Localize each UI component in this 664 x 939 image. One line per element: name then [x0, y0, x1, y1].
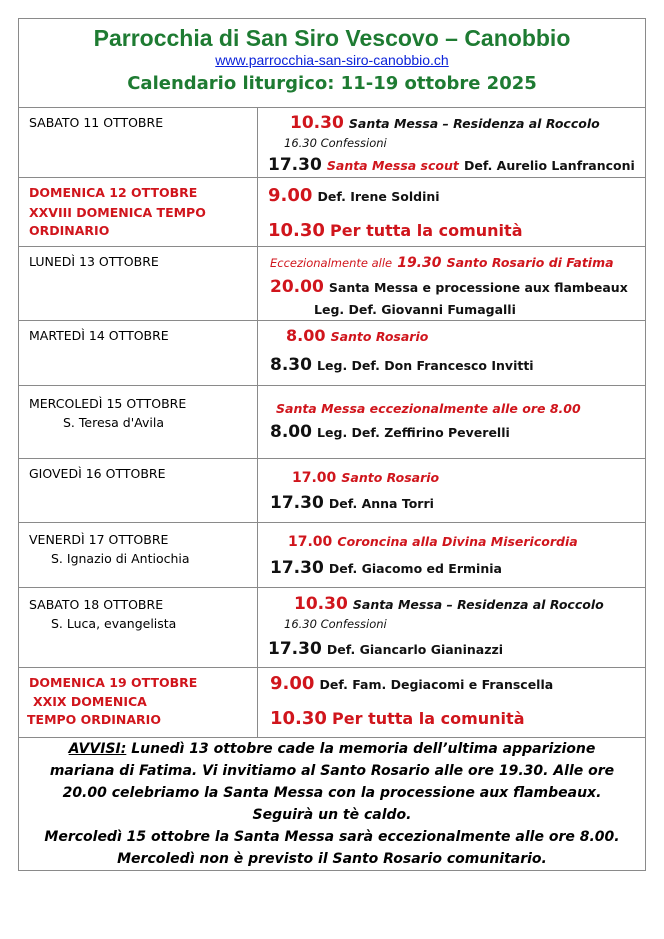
event-time: 10.30 — [270, 708, 327, 729]
events-cell — [258, 386, 646, 459]
day-row — [19, 247, 646, 321]
event-text: Eccezionalmente alle — [270, 256, 393, 270]
event-text: Santo Rosario di Fatima — [446, 255, 614, 270]
event-text: Def. Giacomo ed Erminia — [328, 561, 502, 576]
event-text: Santa Messa eccezionalmente alle ore 8.00 — [276, 401, 581, 416]
event-time: 8.00 — [286, 326, 326, 345]
notice-label: AVVISI: — [68, 741, 127, 757]
event-text: Per tutta la comunità — [330, 221, 523, 240]
event-time: 17.30 — [268, 155, 322, 175]
saint-of-day: S. Ignazio di Antiochia — [51, 551, 190, 566]
day-row — [19, 108, 646, 178]
day-row — [19, 459, 646, 523]
day-date: MERCOLEDÌ 15 OTTOBRE — [29, 396, 187, 411]
day-date: MARTEDÌ 14 OTTOBRE — [29, 328, 169, 343]
day-date: SABATO 11 OTTOBRE — [29, 115, 164, 130]
event-time: 8.30 — [270, 355, 312, 375]
event-text: Def. Fam. Degiacomi e Franscella — [319, 677, 554, 692]
event-text: Leg. Def. Don Francesco Invitti — [317, 358, 534, 373]
day-cell — [19, 247, 258, 321]
event-time: 17.30 — [270, 558, 324, 578]
event-text: Santa Messa – Residenza al Roccolo — [352, 597, 604, 612]
event-text: 16.30 Confessioni — [284, 136, 387, 150]
liturgical-day: ORDINARIO — [29, 223, 110, 238]
liturgical-day: XXIX DOMENICA — [33, 694, 147, 709]
event-text: Def. Irene Soldini — [317, 189, 440, 204]
day-date: GIOVEDÌ 16 OTTOBRE — [29, 466, 166, 481]
event-text: Santo Rosario — [330, 329, 429, 344]
event-time: 10.30 — [290, 113, 344, 133]
saint-of-day: S. Luca, evangelista — [51, 616, 177, 631]
day-row — [19, 178, 646, 247]
event-time: 17.00 — [292, 470, 337, 486]
event-time: 9.00 — [270, 673, 315, 694]
notice-line — [19, 738, 645, 760]
events-cell — [258, 108, 646, 178]
day-cell — [19, 386, 258, 459]
events-cell — [258, 247, 646, 321]
day-row — [19, 588, 646, 668]
day-row — [19, 386, 646, 459]
liturgical-day: TEMPO ORDINARIO — [27, 712, 161, 727]
event-time: 10.30 — [294, 594, 348, 614]
events-cell — [258, 178, 646, 247]
day-date: LUNEDÌ 13 OTTOBRE — [29, 254, 159, 269]
parish-website-link[interactable]: www.parrocchia-san-siro-canobbio.ch — [215, 52, 449, 68]
day-cell — [19, 459, 258, 523]
day-date: VENERDÌ 17 OTTOBRE — [29, 532, 169, 547]
day-row — [19, 668, 646, 738]
events-cell — [258, 588, 646, 668]
notice-line: Mercoledì non è previsto il Santo Rosario comunitario. — [117, 851, 547, 867]
day-cell — [19, 178, 258, 247]
day-date: SABATO 18 OTTOBRE — [29, 597, 164, 612]
notice-line: mariana di Fatima. Vi invitiamo al Santo Rosario alle ore 19.30. Alle ore — [49, 763, 615, 779]
day-cell — [19, 523, 258, 588]
liturgical-day: XXVIII DOMENICA TEMPO — [29, 205, 206, 220]
event-time: 8.00 — [270, 422, 312, 442]
event-time: 19.30 — [397, 255, 442, 271]
day-cell — [19, 588, 258, 668]
event-text: Def. Giancarlo Gianinazzi — [326, 642, 504, 657]
notice-line: Mercoledì 15 ottobre la Santa Messa sarà eccezionalmente alle ore 8.00. — [44, 829, 620, 845]
events-cell — [258, 459, 646, 523]
saint-of-day: S. Teresa d'Avila — [63, 415, 164, 430]
notice-line: Seguirà un tè caldo. — [252, 807, 412, 823]
notice-text: Lunedì 13 ottobre cade la memoria dell’ultima apparizione — [131, 741, 596, 757]
calendar-subtitle: Calendario liturgico: 11-19 ottobre 2025 — [127, 73, 537, 94]
day-row — [19, 321, 646, 386]
event-text: Santo Rosario — [341, 470, 440, 485]
event-time: 9.00 — [268, 185, 313, 206]
event-text: Coroncina alla Divina Misericordia — [337, 534, 578, 549]
event-time: 20.00 — [270, 277, 324, 297]
event-time: 17.00 — [288, 534, 333, 550]
day-date: DOMENICA 12 OTTOBRE — [29, 185, 198, 200]
notice-line: 20.00 celebriamo la Santa Messa con la processione aux flambeaux. — [62, 785, 602, 801]
event-text: Leg. Def. Giovanni Fumagalli — [314, 302, 516, 317]
day-cell — [19, 668, 258, 738]
day-cell — [19, 108, 258, 178]
event-time: 10.30 — [268, 220, 325, 241]
event-time: 17.30 — [270, 493, 324, 513]
header-cell — [19, 19, 646, 108]
event-text: Def. Anna Torri — [328, 496, 434, 511]
events-cell — [258, 668, 646, 738]
day-row — [19, 523, 646, 588]
calendar-table — [18, 18, 646, 871]
day-date: DOMENICA 19 OTTOBRE — [29, 675, 198, 690]
event-text: Leg. Def. Zeffirino Peverelli — [317, 425, 510, 440]
event-text: Def. Aurelio Lanfranconi — [463, 158, 635, 173]
events-cell — [258, 523, 646, 588]
day-cell — [19, 321, 258, 386]
event-text: Per tutta la comunità — [332, 709, 525, 728]
event-time: 17.30 — [268, 639, 322, 659]
event-text: 16.30 Confessioni — [284, 617, 387, 631]
events-cell — [258, 321, 646, 386]
notice-cell — [19, 738, 646, 871]
event-text: Santa Messa – Residenza al Roccolo — [348, 116, 600, 131]
parish-title: Parrocchia di San Siro Vescovo – Canobbio — [93, 25, 571, 51]
event-text: Santa Messa e processione aux flambeaux — [328, 280, 628, 295]
event-text: Santa Messa scout — [326, 158, 459, 173]
